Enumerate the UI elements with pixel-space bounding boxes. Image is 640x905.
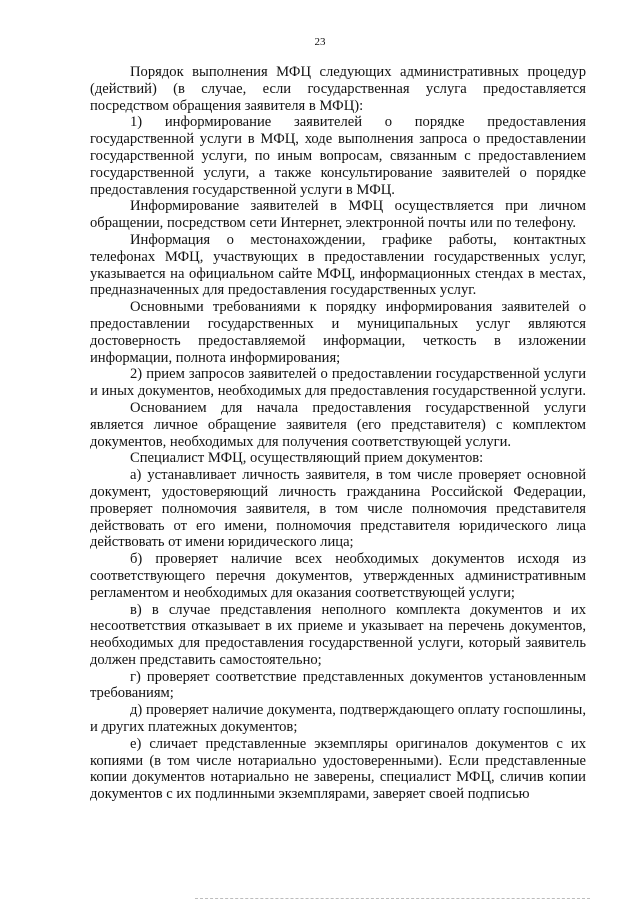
paragraph-specialist-intro: Специалист МФЦ, осуществляющий прием документов: [130, 450, 484, 467]
paragraph-subitem-v: в) в случае представления неполного комплекта документов и их несоответствия отказывает в их приеме и указывает на перечень документов, необходимых для предоставления государственной услуги, который заявитель должен представить самостоятельно; [90, 601, 586, 668]
paragraph-subitem-g: г) проверяет соответствие представленных документов установленным требованиям; [90, 668, 586, 702]
paragraph-subitem-a: а) устанавливает личность заявителя, в том числе проверяет основной документ, удостоверяющий личность гражданина Российской Федерации, проверяет полномочия заявителя, в том числе полномочия представителя действовать от его имени, полномочия представителя юридического лица действовать от имени юридического лица; [90, 467, 586, 551]
paragraph-mfc-location-info: Информация о местонахождении, графике работы, контактных телефонах МФЦ, участвующих в предоставлении государственных услуг, указывается на официальном сайте МФЦ, информационных стендах в местах, предназначенных для предоставления государственных услуг. [90, 231, 586, 299]
paragraph-item-1-informing: 1) информирование заявителей о порядке предоставления государственной услуги в МФЦ, ходе выполнения запроса о предоставлении государственной услуги, по иным вопросам, связанным с предоставлением государственной услуги, а также консультирование заявителей о порядке предоставления государственной услуги в МФЦ. [90, 114, 586, 198]
document-body [90, 64, 586, 803]
paragraph-informing-channels: Информирование заявителей в МФЦ осуществляется при личном обращении, посредством сети Интернет, электронной почты или по телефону. [90, 198, 586, 232]
page-number: 23 [314, 36, 326, 48]
paragraph-subitem-e: е) сличает представленные экземпляры оригиналов документов с их копиями (в том числе нотариально удостоверенными). Если представленные копии документов нотариально не заверены, специалист МФЦ, сличив копии документов с их подлинными экземплярами, заверяет своей подписью [90, 735, 586, 803]
paragraph-basis-for-start: Основанием для начала предоставления государственной услуги является личное обращение заявителя (его представителя) с комплектом документов, необходимых для получения соответствующей услуги. [90, 399, 586, 450]
paragraph-subitem-d: д) проверяет наличие документа, подтверждающего оплату госпошлины, и других платежных документов; [90, 702, 586, 736]
footer-scan-rule [195, 898, 590, 899]
paragraph-informing-requirements: Основными требованиями к порядку информирования заявителей о предоставлении государственных и муниципальных услуг являются достоверность предоставляемой информации, четкость в изложении информации, полнота информирования; [90, 299, 586, 366]
paragraph-item-2-request-intake: 2) прием запросов заявителей о предоставлении государственной услуги и иных документов, необходимых для предоставления государственной услуги. [90, 366, 586, 400]
paragraph-procedures-intro: Порядок выполнения МФЦ следующих административных процедур (действий) (в случае, если государственная услуга предоставляется посредством обращения заявителя в МФЦ): [90, 64, 586, 114]
paragraph-subitem-b: б) проверяет наличие всех необходимых документов исходя из соответствующего перечня документов, утвержденных административным регламентом и необходимых для оказания соответствующей услуги; [90, 551, 586, 601]
